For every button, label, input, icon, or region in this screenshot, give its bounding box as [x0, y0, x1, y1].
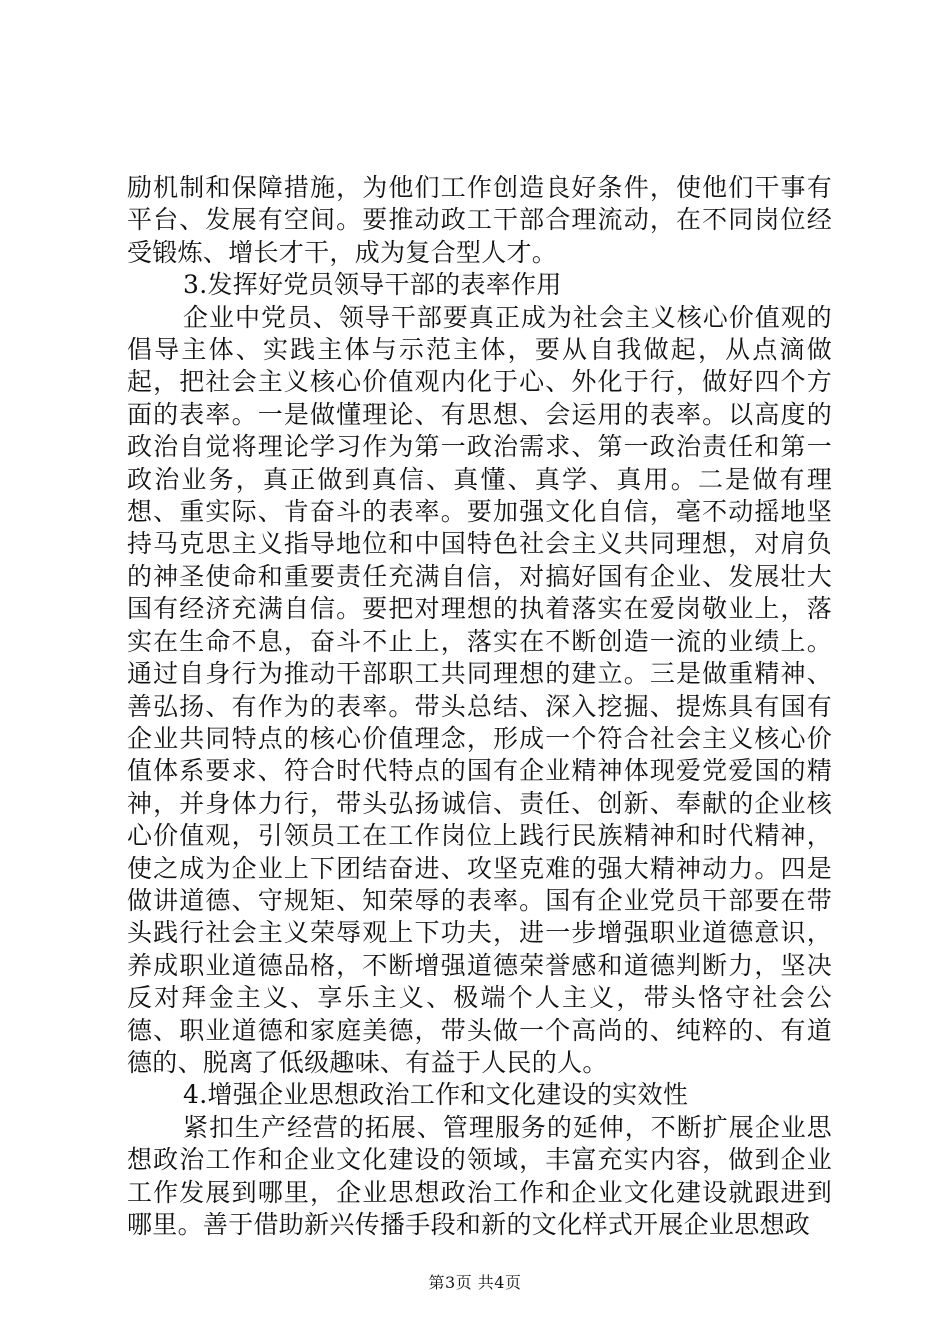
paragraph-role-models: 企业中党员、领导干部要真正成为社会主义核心价值观的倡导主体、实践主体与示范主体，要从自我做起，从点滴做起，把社会主义核心价值观内化于心、外化于行，做好四个方面的表率。一是做懂理论、有思想、会运用的表率。以高度的政治自觉将理论学习作为第一政治需求、第一政治责任和第一政治业务，真正做到真信、真懂、真学、真用。二是做有理想、重实际、肯奋斗的表率。要加强文化自信，毫不动摇地坚持马克思主义指导地位和中国特色社会主义共同理想，对肩负的神圣使命和重要责任充满自信，对搞好国有企业、发展壮大国有经济充满自信。要把对理想的执着落实在爱岗敬业上，落实在生命不息，奋斗不止上，落实在不断创造一流的业绩上。通过自身行为推动干部职工共同理想的建立。三是做重精神、善弘扬、有作为的表率。带头总结、深入挖掘、提炼具有国有企业共同特点的核心价值理念，形成一个符合社会主义核心价值体系要求、符合时代特点的国有企业精神体现爱党爱国的精神，并身体力行，带头弘扬诚信、责任、创新、奉献的企业核心价值观，引领员工在工作岗位上践行民族精神和时代精神，使之成为企业上下团结奋进、攻坚克难的强大精神动力。四是做讲道德、守规矩、知荣辱的表率。国有企业党员干部要在带头践行社会主义荣辱观上下功夫，进一步增强职业道德意识，养成职业道德品格，不断增强道德荣誉感和道德判断力，坚决反对拜金主义、享乐主义、极端个人主义，带头恪守社会公德、职业道德和家庭美德，带头做一个高尚的、纯粹的、有道德的、脱离了低级趣味、有益于人民的人。 [127, 302, 832, 1077]
document-body [127, 172, 832, 1241]
page-footer: 第3页 共4页 [428, 1273, 522, 1292]
section-heading-3: 3.发挥好党员领导干部的表率作用 [183, 270, 562, 300]
section-heading-4: 4.增强企业思想政治工作和文化建设的实效性 [183, 1080, 689, 1110]
paragraph-continuation: 励机制和保障措施，为他们工作创造良好条件，使他们干事有平台、发展有空间。要推动政工干部合理流动，在不同岗位经受锻炼、增长才干，成为复合型人才。 [127, 173, 832, 267]
paragraph-effectiveness: 紧扣生产经营的拓展、管理服务的延伸，不断扩展企业思想政治工作和企业文化建设的领域，丰富充实内容，做到企业工作发展到哪里，企业思想政治工作和企业文化建设就跟进到哪里。善于借助新兴传播手段和新的文化样式开展企业思想政 [127, 1112, 832, 1239]
